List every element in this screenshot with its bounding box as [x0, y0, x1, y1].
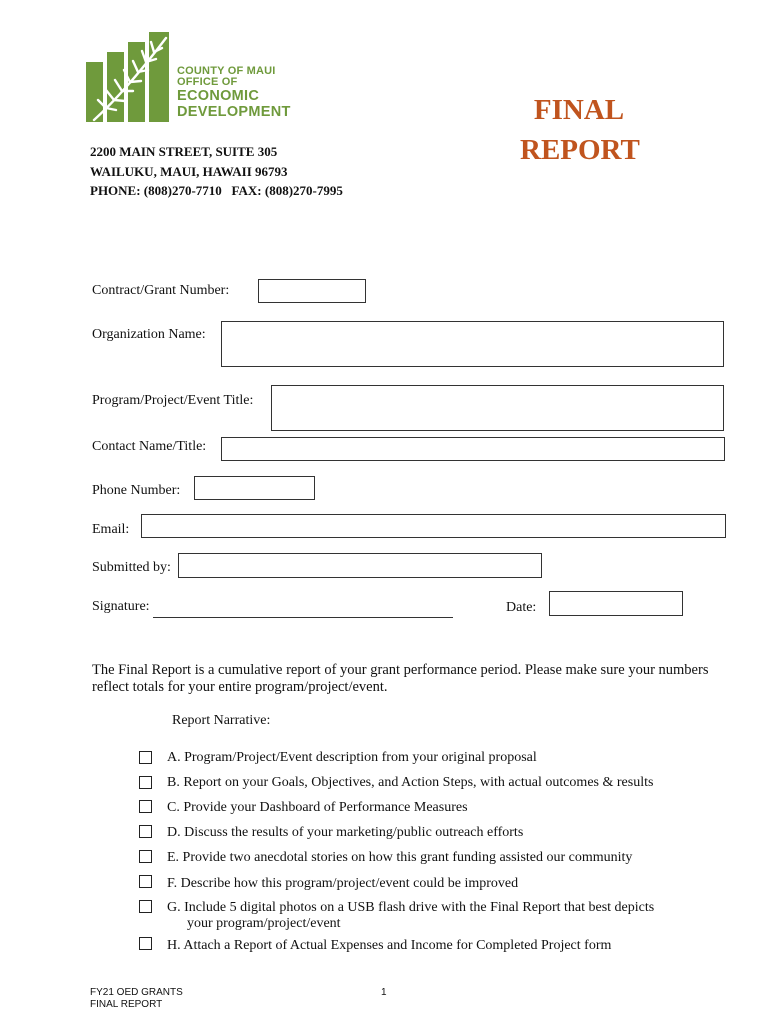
title-line-1: FINAL — [533, 94, 625, 126]
checkbox-f[interactable] — [139, 875, 152, 888]
office-address — [90, 142, 343, 201]
footer-line-1: FY21 OED GRANTS — [90, 987, 183, 998]
program-title-field[interactable] — [271, 385, 724, 431]
footer-label — [90, 987, 183, 1011]
checkbox-g[interactable] — [139, 900, 152, 913]
logo-line-2: OFFICE OF — [177, 76, 238, 88]
narrative-item-g-continued: your program/project/event — [187, 916, 341, 931]
checkbox-h[interactable] — [139, 937, 152, 950]
narrative-item-f: F. Describe how this program/project/event could be improved — [167, 876, 519, 891]
address-city: WAILUKU, MAUI, HAWAII 96793 — [90, 163, 288, 179]
intro-paragraph: The Final Report is a cumulative report of your grant performance period. Please make sure your numbers reflect totals for your entire program/project/event. — [92, 662, 709, 695]
email-field[interactable] — [141, 514, 726, 538]
contact-label: Contact Name/Title: — [92, 439, 207, 454]
phone-number-field[interactable] — [194, 476, 315, 500]
email-label: Email: — [92, 522, 130, 537]
narrative-item-h: H. Attach a Report of Actual Expenses and Income for Completed Project form — [167, 938, 612, 953]
logo-line-1: COUNTY OF MAUI — [177, 65, 276, 77]
signature-label: Signature: — [92, 599, 150, 614]
page-number: 1 — [381, 987, 387, 998]
footer-line-2: FINAL REPORT — [90, 999, 163, 1010]
organization-label: Organization Name: — [92, 327, 206, 342]
logo-line-3: ECONOMIC — [177, 88, 260, 104]
date-field[interactable] — [549, 591, 683, 616]
phone-label: Phone Number: — [92, 483, 181, 498]
submitted-by-field[interactable] — [178, 553, 542, 578]
checkbox-e[interactable] — [139, 850, 152, 863]
checkbox-c[interactable] — [139, 800, 152, 813]
organization-name-field[interactable] — [221, 321, 724, 367]
contact-name-field[interactable] — [221, 437, 725, 461]
logo-line-4: DEVELOPMENT — [177, 103, 291, 120]
submitted-by-label: Submitted by: — [92, 560, 171, 575]
logo-text — [177, 66, 291, 119]
narrative-item-e: E. Provide two anecdotal stories on how this grant funding assisted our community — [167, 850, 633, 865]
title-line-2: REPORT — [520, 134, 640, 166]
page-title — [520, 90, 638, 170]
address-street: 2200 MAIN STREET, SUITE 305 — [90, 144, 278, 159]
narrative-item-a: A. Program/Project/Event description from your original proposal — [167, 750, 537, 765]
address-phone: PHONE: (808)270-7710 FAX: (808)270-7995 — [90, 183, 343, 198]
date-label: Date: — [506, 600, 537, 615]
narrative-item-b: B. Report on your Goals, Objectives, and Action Steps, with actual outcomes & results — [167, 775, 654, 790]
signature-line[interactable] — [153, 600, 453, 618]
checkbox-b[interactable] — [139, 776, 152, 789]
checkbox-d[interactable] — [139, 825, 152, 838]
contract-label: Contract/Grant Number: — [92, 283, 230, 298]
checkbox-a[interactable] — [139, 751, 152, 764]
narrative-item-g: G. Include 5 digital photos on a USB flash drive with the Final Report that best depicts — [167, 900, 655, 915]
narrative-item-c: C. Provide your Dashboard of Performance Measures — [167, 800, 468, 815]
program-title-label: Program/Project/Event Title: — [92, 393, 254, 408]
narrative-heading: Report Narrative: — [172, 713, 271, 728]
contract-number-field[interactable] — [258, 279, 366, 303]
narrative-item-d: D. Discuss the results of your marketing/public outreach efforts — [167, 825, 524, 840]
